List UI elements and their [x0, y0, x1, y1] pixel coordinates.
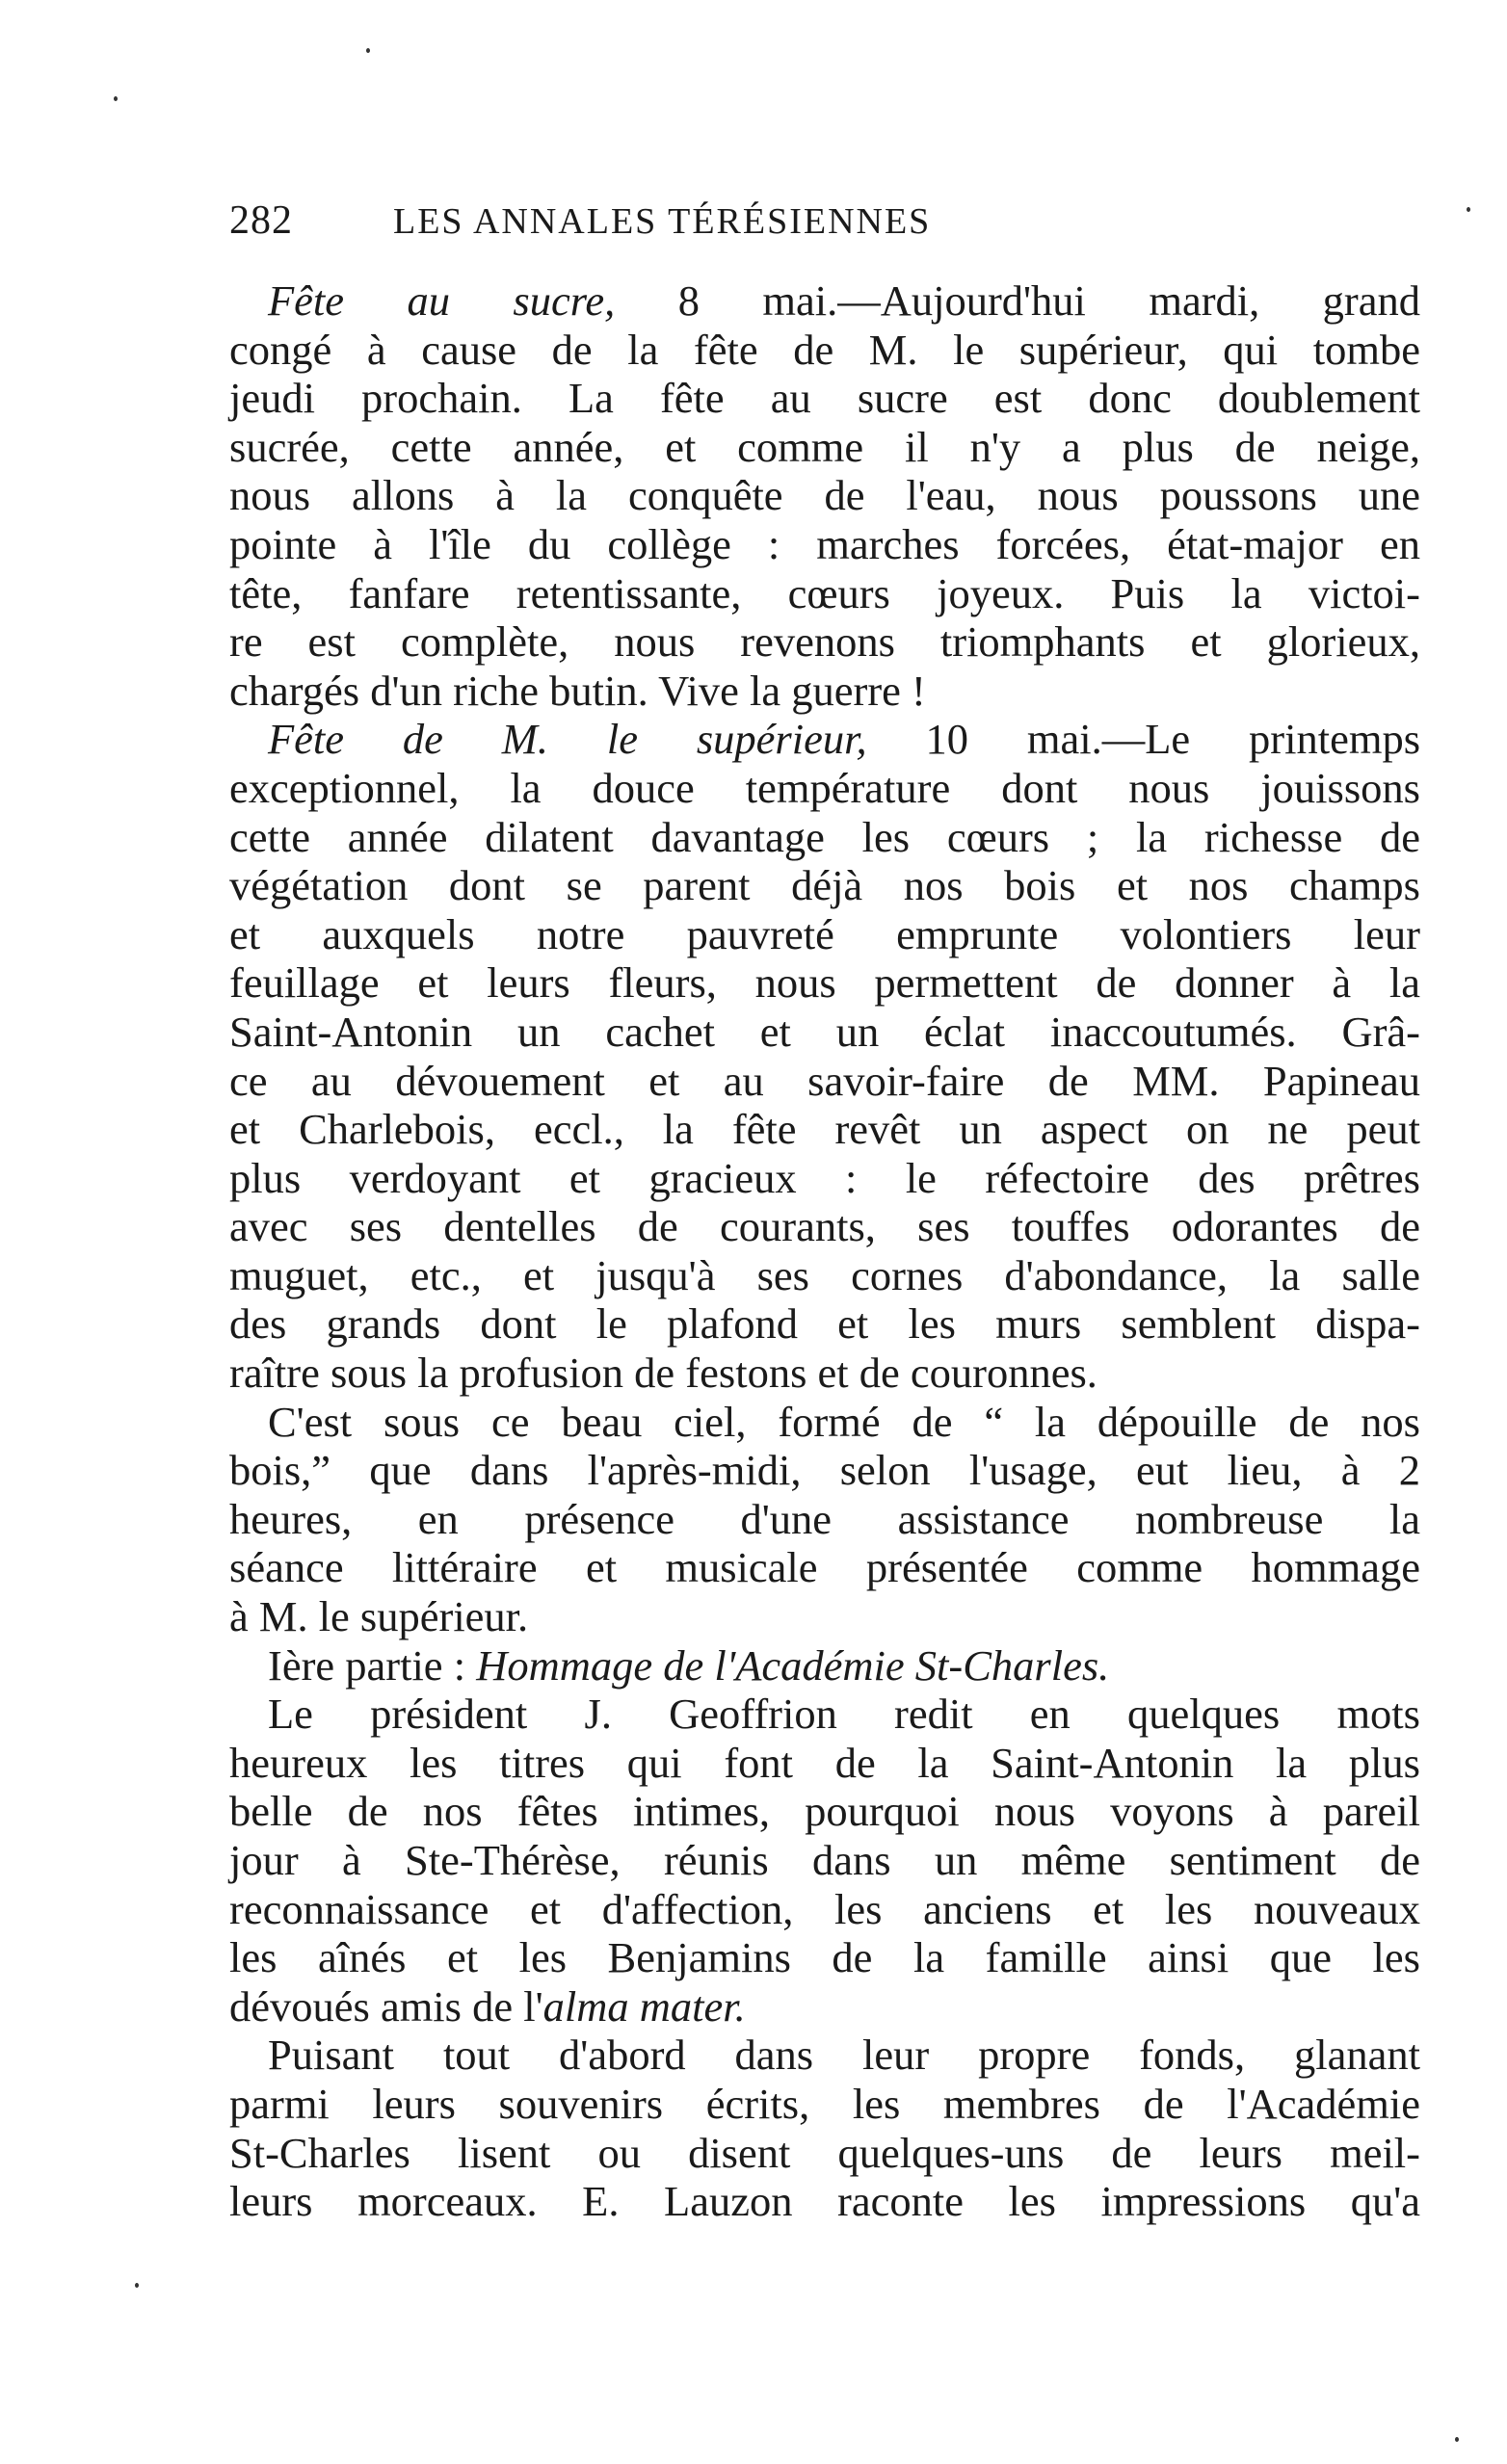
text-line — [229, 569, 1420, 618]
text-line — [229, 1446, 1420, 1495]
text-line — [229, 861, 1420, 910]
text-run: jeudi prochain. La fête au sucre est donc doublement — [229, 374, 1420, 423]
italic-run: alma mater. — [542, 1981, 746, 2031]
text-line — [229, 2080, 1420, 2129]
text-line — [229, 1495, 1420, 1544]
text-line — [229, 1398, 1420, 1447]
text-run: St-Charles lisent ou disent quelques-uns de leurs meil- — [229, 2128, 1420, 2177]
text-run: heureux les titres qui font de la Saint-Antonin la plus — [229, 1738, 1420, 1787]
text-run: cette année dilatent davantage les cœurs ; la richesse de — [229, 812, 1420, 861]
scan-speck — [135, 2283, 139, 2288]
text-line — [229, 1349, 1420, 1398]
text-run: parmi leurs souvenirs écrits, les membres de l'Académie — [229, 2079, 1420, 2128]
text-run: nous allons à la conquête de l'eau, nous poussons une — [229, 471, 1420, 520]
text-line — [229, 764, 1420, 813]
text-run: raître sous la profusion de festons et de couronnes. — [229, 1349, 1097, 1398]
text-line — [229, 326, 1420, 375]
text-run: 8 mai.—Aujourd'hui mardi, grand — [615, 276, 1420, 325]
body-text — [229, 276, 1420, 2226]
text-run: les aînés et les Benjamins de la famille ainsi que les — [229, 1933, 1420, 1982]
scan-speck — [114, 96, 118, 101]
text-line — [229, 715, 1420, 764]
text-line — [229, 1008, 1420, 1057]
text-run: tête, fanfare retentissante, cœurs joyeux. Puis la victoi- — [229, 568, 1420, 617]
text-run: exceptionnel, la douce température dont nous jouissons — [229, 763, 1420, 812]
text-line — [229, 1592, 1420, 1641]
text-line — [229, 910, 1420, 959]
text-run: congé à cause de la fête de M. le supérieur, qui tombe — [229, 325, 1420, 374]
text-run: Ière partie : — [268, 1640, 477, 1690]
text-run: C'est sous ce beau ciel, formé de “ la dépouille de nos — [268, 1397, 1420, 1446]
italic-run: Fête au sucre, — [268, 276, 616, 325]
running-head — [229, 197, 1420, 255]
text-run: et Charlebois, eccl., la fête revêt un aspect on ne peut — [229, 1105, 1420, 1154]
scan-speck — [366, 48, 370, 53]
text-run: Saint-Antonin un cachet et un éclat inaccoutumés. Grâ- — [229, 1007, 1420, 1056]
text-run: séance littéraire et musicale présentée comme hommage — [229, 1543, 1420, 1592]
text-run: des grands dont le plafond et les murs semblent dispa- — [229, 1299, 1420, 1349]
text-line — [229, 667, 1420, 716]
text-run: avec ses dentelles de courants, ses touffes odorantes de — [229, 1202, 1420, 1251]
text-line — [229, 1690, 1420, 1739]
text-run: heures, en présence d'une assistance nombreuse la — [229, 1494, 1420, 1543]
text-run: muguet, etc., et jusqu'à ses cornes d'abondance, la salle — [229, 1250, 1420, 1299]
text-line — [229, 2177, 1420, 2226]
text-run: dévoués amis de l' — [229, 1981, 543, 2031]
text-run: pointe à l'île du collège : marches forcées, état-major en — [229, 519, 1420, 568]
text-run: leurs morceaux. E. Lauzon raconte les impressions qu'a — [229, 2177, 1420, 2226]
text-line — [229, 1202, 1420, 1251]
text-run: Le président J. Geoffrion redit en quelques mots — [268, 1690, 1420, 1739]
text-line — [229, 520, 1420, 569]
italic-run: Hommage de l'Académie St-Charles. — [476, 1640, 1110, 1690]
text-run: et auxquels notre pauvreté emprunte volontiers leur — [229, 909, 1420, 958]
text-line — [229, 1641, 1420, 1691]
text-run: belle de nos fêtes intimes, pourquoi nous voyons à pareil — [229, 1787, 1420, 1836]
text-line — [229, 1105, 1420, 1154]
text-run: ce au dévouement et au savoir-faire de MM. Papineau — [229, 1056, 1420, 1105]
text-run: chargés d'un riche butin. Vive la guerre ! — [229, 666, 926, 715]
text-line — [229, 617, 1420, 667]
text-line — [229, 1543, 1420, 1592]
text-line — [229, 1739, 1420, 1788]
text-run: plus verdoyant et gracieux : le réfectoire des prêtres — [229, 1153, 1420, 1202]
book-page — [229, 197, 1420, 2226]
text-line — [229, 471, 1420, 520]
text-line — [229, 1787, 1420, 1836]
text-line — [229, 1885, 1420, 1934]
text-run: 10 mai.—Le printemps — [866, 715, 1421, 764]
text-line — [229, 1933, 1420, 1982]
text-line — [229, 1251, 1420, 1300]
text-line — [229, 1057, 1420, 1106]
running-title: LES ANNALES TÉRÉSIENNES — [393, 201, 932, 242]
text-run: re est complète, nous revenons triomphants et glorieux, — [229, 617, 1420, 667]
text-line — [229, 2129, 1420, 2178]
text-line — [229, 276, 1420, 326]
text-run: végétation dont se parent déjà nos bois et nos champs — [229, 861, 1420, 910]
text-run: sucrée, cette année, et comme il n'y a plus de neige, — [229, 422, 1420, 471]
text-run: jour à Ste-Thérèse, réunis dans un même sentiment de — [229, 1836, 1420, 1884]
italic-run: Fête de M. le supérieur, — [268, 715, 867, 764]
text-line — [229, 1299, 1420, 1349]
text-run: reconnaissance et d'affection, les anciens et les nouveaux — [229, 1884, 1420, 1933]
text-line — [229, 1982, 1420, 2031]
text-run: feuillage et leurs fleurs, nous permettent de donner à la — [229, 958, 1420, 1008]
text-line — [229, 1836, 1420, 1885]
text-line — [229, 423, 1420, 472]
scan-speck — [1455, 2437, 1459, 2442]
text-run: à M. le supérieur. — [229, 1592, 529, 1641]
text-run: Puisant tout d'abord dans leur propre fonds, glanant — [268, 2031, 1420, 2080]
text-line — [229, 958, 1420, 1008]
text-line — [229, 2031, 1420, 2080]
text-line — [229, 1154, 1420, 1203]
text-line — [229, 813, 1420, 862]
scan-speck — [1467, 207, 1470, 212]
page-number: 282 — [229, 198, 293, 243]
text-run: bois,” que dans l'après-midi, selon l'usage, eut lieu, à 2 — [229, 1446, 1420, 1495]
text-line — [229, 374, 1420, 423]
